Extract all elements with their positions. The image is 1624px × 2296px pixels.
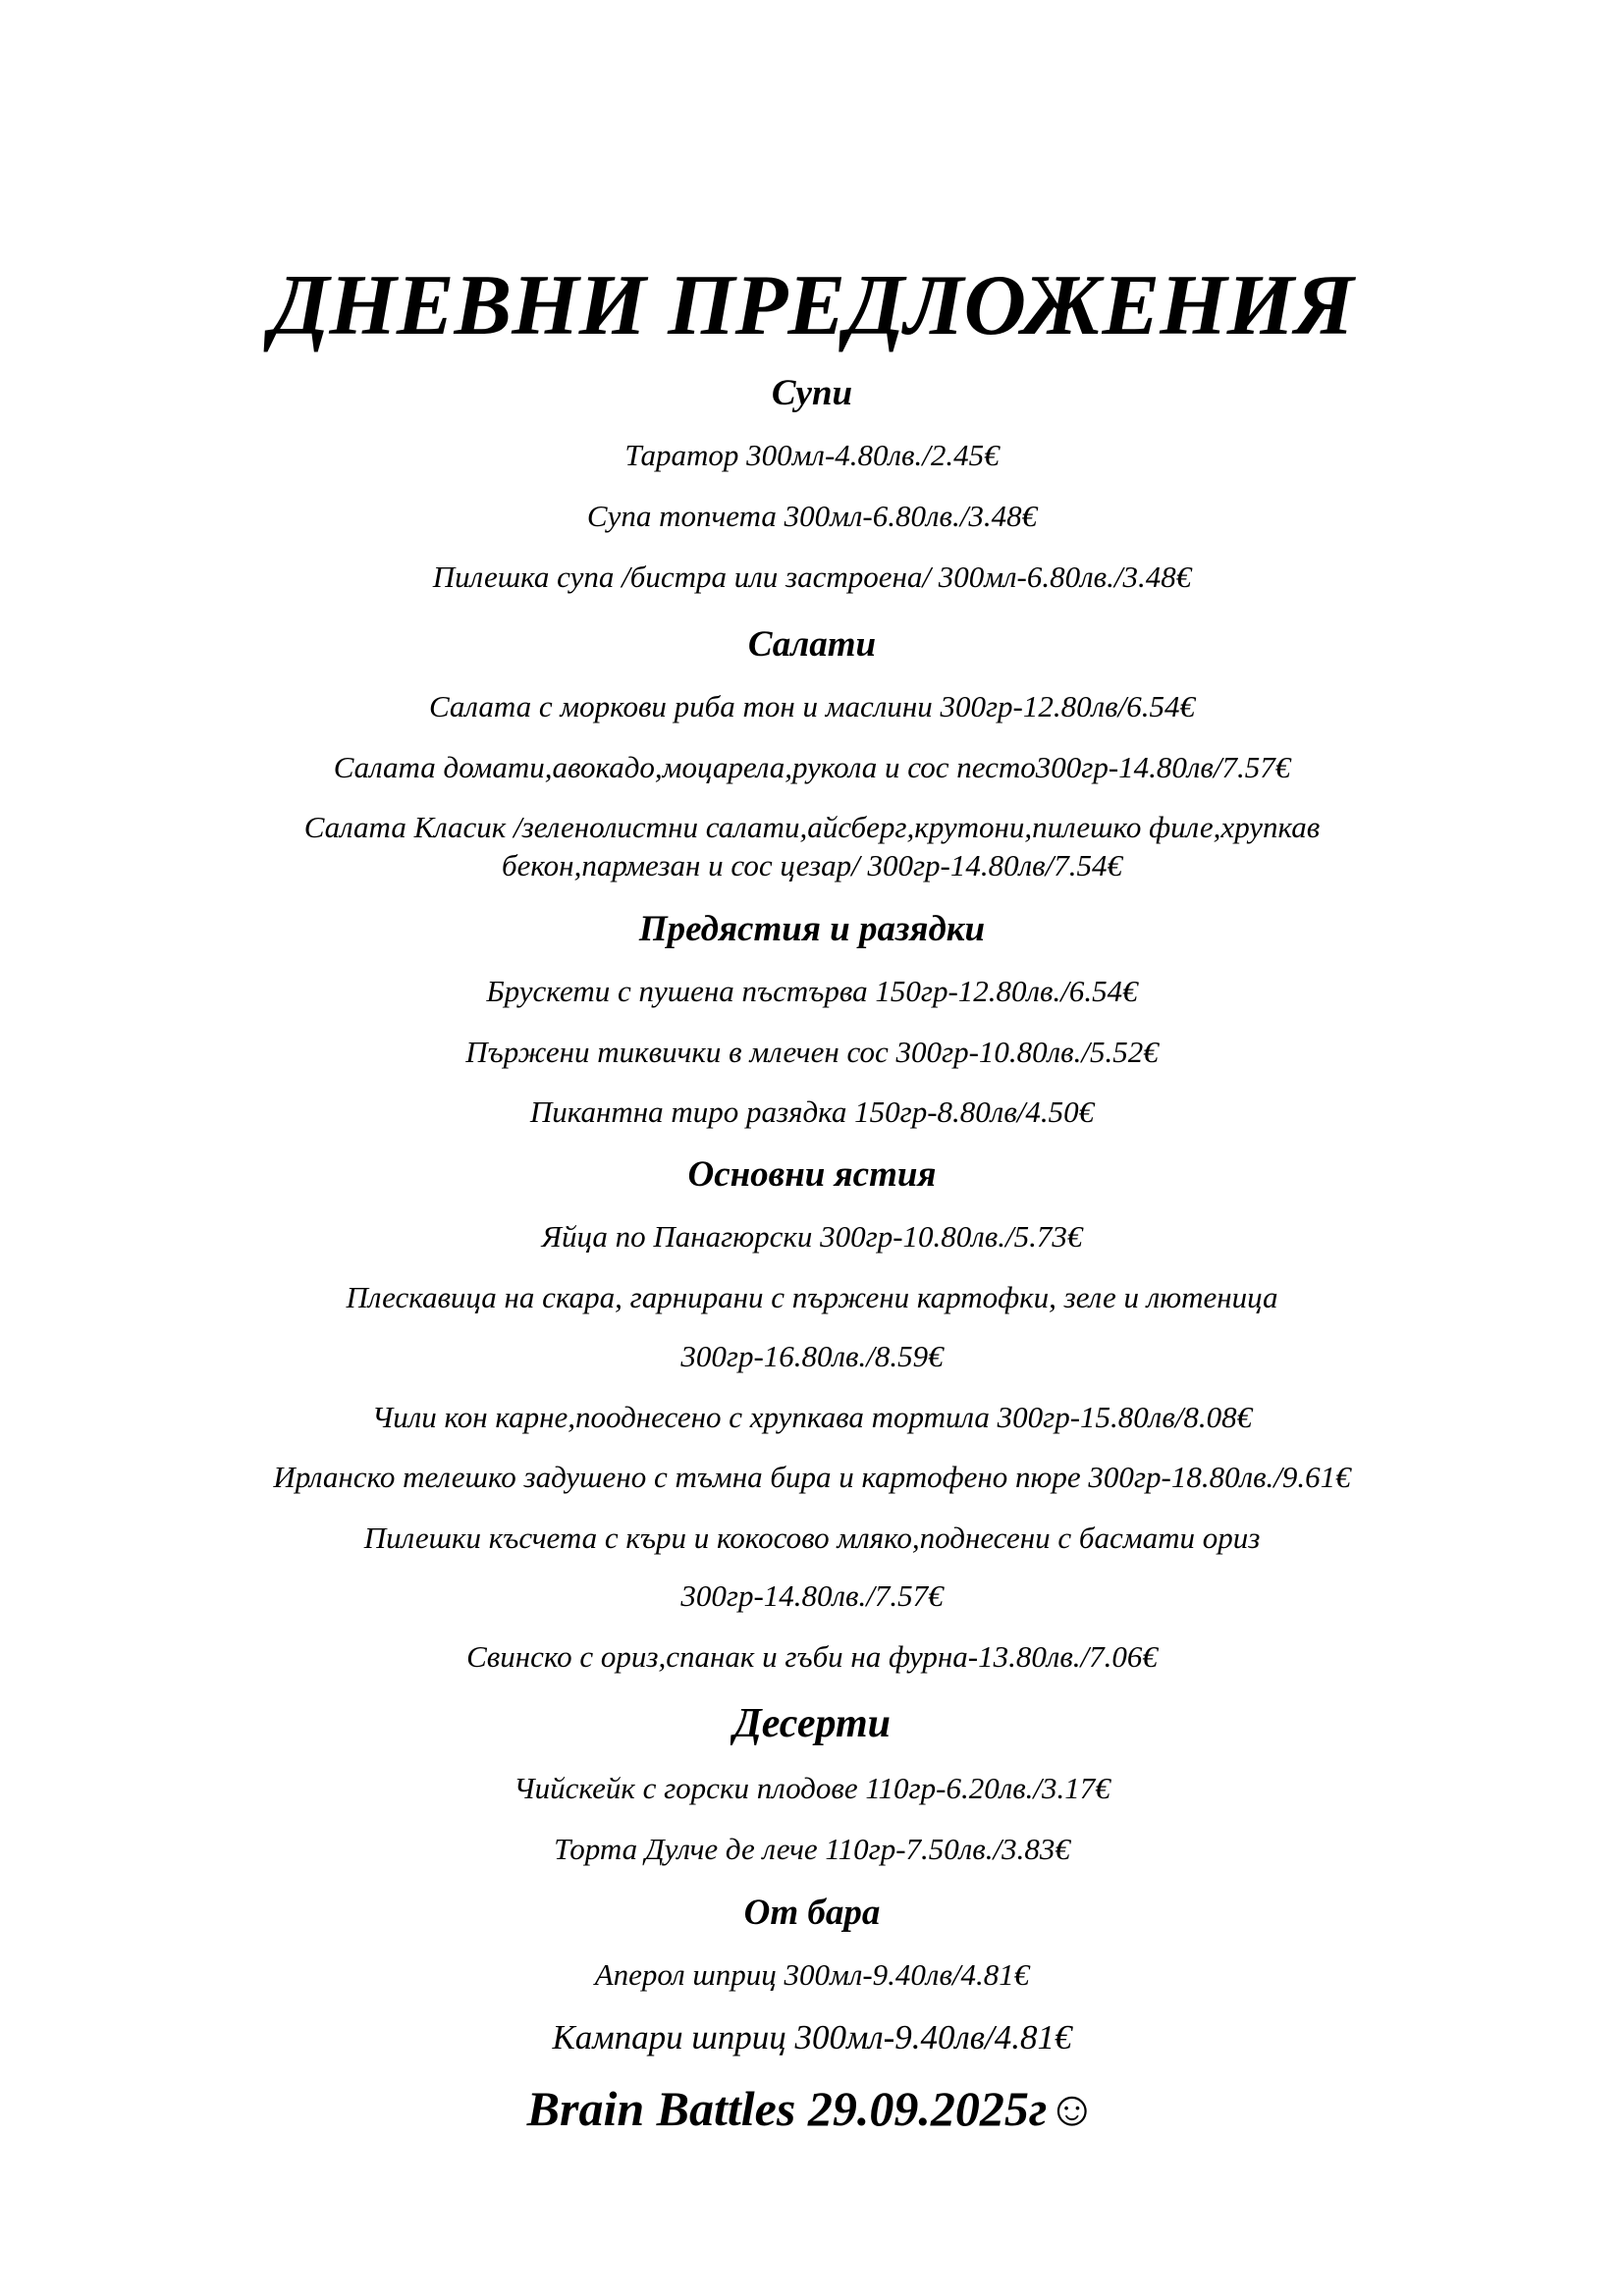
menu-item: Брускети с пушена пъстърва 150гр-12.80лв./6.54€ <box>486 974 1138 1008</box>
menu-item: Плескавица на скара, гарнирани с пържени картофки, зеле и лютеница <box>346 1280 1278 1314</box>
section-heading-soups: Супи <box>771 373 853 413</box>
menu-item: Пържени тиквички в млечен сос 300гр-10.80лв./5.52€ <box>465 1035 1159 1069</box>
menu-item: Пилешки късчета с къри и кокосово мляко,поднесени с басмати ориз <box>363 1521 1261 1555</box>
section-heading-bar: От бара <box>743 1893 881 1933</box>
menu-item: Чили кон карне,пооднесено с хрупкава тортила 300гр-15.80лв/8.08€ <box>371 1400 1253 1434</box>
menu-item: Пилешка супа /бистра или застроена/ 300мл-6.80лв./3.48€ <box>432 560 1192 594</box>
menu-item: 300гр-16.80лв./8.59€ <box>680 1339 944 1373</box>
section-heading-starters: Предястия и разядки <box>638 909 986 949</box>
menu-item: Чийскейк с горски плодове 110гр-6.20лв./3.17€ <box>514 1771 1110 1805</box>
menu-item: Кампари шприц 300мл-9.40лв/4.81€ <box>552 2018 1072 2056</box>
menu-item: Ирланско телешко задушено с тъмна бира и картофено пюре 300гр-18.80лв./9.61€ <box>273 1460 1351 1494</box>
menu-item: Салата домати,авокадо,моцарела,рукола и сос песто300гр-14.80лв/7.57€ <box>333 750 1291 784</box>
section-heading-desserts: Десерти <box>733 1701 891 1746</box>
section-heading-main-dishes: Основни ястия <box>687 1154 937 1195</box>
menu-item: Свинско с ориз,спанак и гъби на фурна-13.80лв./7.06€ <box>466 1639 1158 1674</box>
menu-item: Аперол шприц 300мл-9.40лв/4.81€ <box>594 1957 1030 1992</box>
menu-item: Таратор 300мл-4.80лв./2.45€ <box>624 438 1000 472</box>
menu-item: Салата с моркови риба тон и маслини 300гр-12.80лв/6.54€ <box>429 689 1195 723</box>
menu-item: Супа топчета 300мл-6.80лв./3.48€ <box>586 499 1038 533</box>
menu-item: Пикантна тиро разядка 150гр-8.80лв/4.50€ <box>529 1095 1095 1129</box>
section-heading-salads: Салати <box>747 624 877 665</box>
page-title: ДНЕВНИ ПРЕДЛОЖЕНИЯ <box>270 258 1354 353</box>
menu-item: 300гр-14.80лв./7.57€ <box>680 1578 944 1613</box>
menu-item: бекон,пармезан и сос цезар/ 300гр-14.80лв/7.54€ <box>502 848 1122 882</box>
menu-item: Торта Дулче де лече 110гр-7.50лв./3.83€ <box>554 1832 1070 1866</box>
menu-item: Яйца по Панагюрски 300гр-10.80лв./5.73€ <box>541 1219 1083 1254</box>
menu-item: Салата Класик /зеленолистни салати,айсберг,крутони,пилешко филе,хрупкав <box>303 810 1321 844</box>
footer-event-note: Brain Battles 29.09.2025г☺ <box>526 2081 1098 2136</box>
